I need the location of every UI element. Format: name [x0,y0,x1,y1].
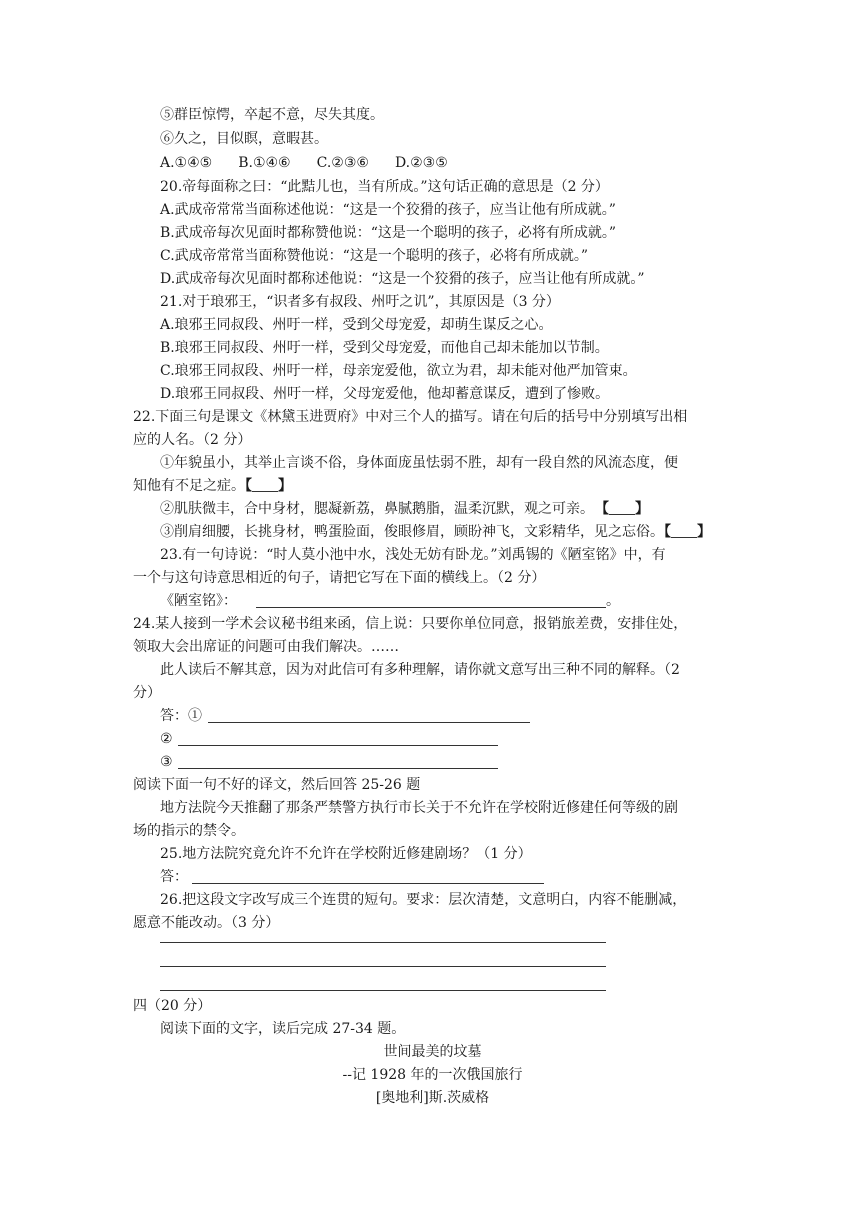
q19-option-d: D.②③⑤ [394,155,448,171]
q21-stem: 21.对于琅邪王，“识者多有叔段、州吁之讥”，其原因是（3 分） [160,294,560,310]
q24-stem-line4: 分） [133,685,161,701]
q24-answer1-label: 答：① [160,708,202,724]
bracket-close: 】 [635,501,649,517]
q24-answer2-line[interactable] [178,745,498,746]
q26-answer-line-1[interactable] [160,942,606,943]
article-subtitle: --记 1928 年的一次俄国旅行 [342,1067,523,1083]
answer-blank[interactable] [609,500,635,515]
q20-option-c: C.武成帝常常当面称赞他说：“这是一个聪明的孩子，必将有所成就。” [160,248,588,264]
q22-item2 [160,499,649,521]
translation-line1: 地方法院今天推翻了那条严禁警方执行市长关于不允许在学校附近修建任何等级的剧 [160,800,678,816]
q22-item3-text: ③削肩细腰，长挑身材，鸭蛋脸面，俊眼修眉，顾盼神飞，文彩精华，见之忘俗。 [160,524,664,540]
q22-stem-line2: 应的人名。（2 分） [133,432,252,448]
q22-item1-line2 [133,476,292,498]
q21-option-a: A.琅邪王同叔段、州吁一样，受到父母宠爱，却萌生谋反之心。 [160,317,553,333]
q19-option-c: C.②③⑥ [316,155,369,171]
q25-answer-label: 答： [160,869,188,885]
translation-line2: 场的指示的禁令。 [133,823,245,839]
q19-options [160,153,474,175]
q23-stem-line1: 23.有一句诗说：“时人莫小池中水，浅处无妨有卧龙。”刘禹锡的《陋室铭》中，有 [160,547,666,563]
article-title: 世间最美的坟墓 [383,1044,482,1060]
q26-answer-line-3[interactable] [160,990,606,991]
q20-option-a: A.武成帝常常当面称述他说：“这是一个狡猾的孩子，应当让他有所成就。” [160,202,616,218]
q24-answer2-label: ② [160,731,173,747]
q22-item1-line1: ①年貌虽小，其举止言谈不俗，身体面庞虽怯弱不胜，却有一段自然的风流态度，便 [160,455,678,471]
q23-answer-line[interactable] [256,607,606,608]
q21-option-b: B.琅邪王同叔段、州吁一样，受到父母宠爱，而他自己却未能加以节制。 [160,340,609,356]
bracket-close: 】 [697,524,711,540]
q22-item2-text: ②肌肤微丰，合中身材，腮凝新荔，鼻腻鹅脂，温柔沉默，观之可亲。 [160,501,594,517]
q19-item-6: ⑥久之，目似瞑，意暇甚。 [160,131,328,147]
q19-item-5: ⑤群臣惊愕，卒起不意，尽失其度。 [160,107,384,123]
q20-option-b: B.武成帝每次见面时都称赞他说：“这是一个聪明的孩子，必将有所成就。” [160,225,617,241]
answer-blank[interactable] [671,523,697,538]
q23-answer-end: 。 [606,593,620,609]
q26-stem-line1: 26.把这段文字改写成三个连贯的短句。要求：层次清楚，文意明白，内容不能删减， [160,892,687,908]
q19-option-b: B.①④⑥ [238,155,291,171]
bracket-open: 【 [664,524,671,540]
q24-answer3-line[interactable] [178,768,498,769]
q23-answer-label: 《陋室铭》： [160,593,237,609]
reading-intro: 阅读下面一句不好的译文，然后回答 25-26 题 [133,777,421,793]
q25-stem: 25.地方法院究竟允许不允许在学校附近修建剧场？（1 分） [160,846,532,862]
q25-answer-line[interactable] [192,883,544,884]
q24-answer3-label: ③ [160,754,173,770]
q21-option-c: C.琅邪王同叔段、州吁一样，母亲宠爱他，欲立为君，却未能对他严加管束。 [160,363,637,379]
bracket-open: 【 [602,501,609,517]
bracket-close: 】 [278,478,292,494]
q22-item1-text: 知他有不足之症。 [133,478,245,494]
q24-stem-line2: 领取大会出席证的问题可由我们解决。…… [133,639,399,655]
answer-blank[interactable] [252,477,278,492]
q24-answer1-line[interactable] [208,722,530,723]
q20-stem: 20.帝每面称之曰：“此黠儿也，当有所成。”这句话正确的意思是（2 分） [160,179,609,195]
q24-stem-line3: 此人读后不解其意，因为对此信可有多种理解，请你就文意写出三种不同的解释。（2 [160,662,680,678]
q19-option-a: A.①④⑤ [160,155,213,171]
q20-option-d: D.武成帝每次见面时都称述他说：“这是一个狡猾的孩子，应当让他有所成就。” [160,271,645,287]
q22-stem-line1: 22.下面三句是课文《林黛玉进贾府》中对三个人的描写。请在句后的括号中分别填写出相 [133,409,688,425]
q24-stem-line1: 24.某人接到一学术会议秘书组来函，信上说：只要你单位同意，报销旅差费，安排住处， [133,616,688,632]
q26-answer-line-2[interactable] [160,966,606,967]
q26-stem-line2: 愿意不能改动。（3 分） [133,915,280,931]
section-four-heading: 四（20 分） [133,998,212,1014]
q21-option-d: D.琅邪王同叔段、州吁一样，父母宠爱他，他却蓄意谋反，遭到了惨败。 [160,386,610,402]
article-author: [奥地利]斯.茨威格 [375,1090,490,1106]
q23-stem-line2: 一个与这句诗意思相近的句子，请把它写在下面的横线上。（2 分） [133,570,546,586]
bracket-open: 【 [245,478,252,494]
q22-item3 [160,522,711,544]
section-four-intro: 阅读下面的文字，读后完成 27-34 题。 [160,1021,406,1037]
